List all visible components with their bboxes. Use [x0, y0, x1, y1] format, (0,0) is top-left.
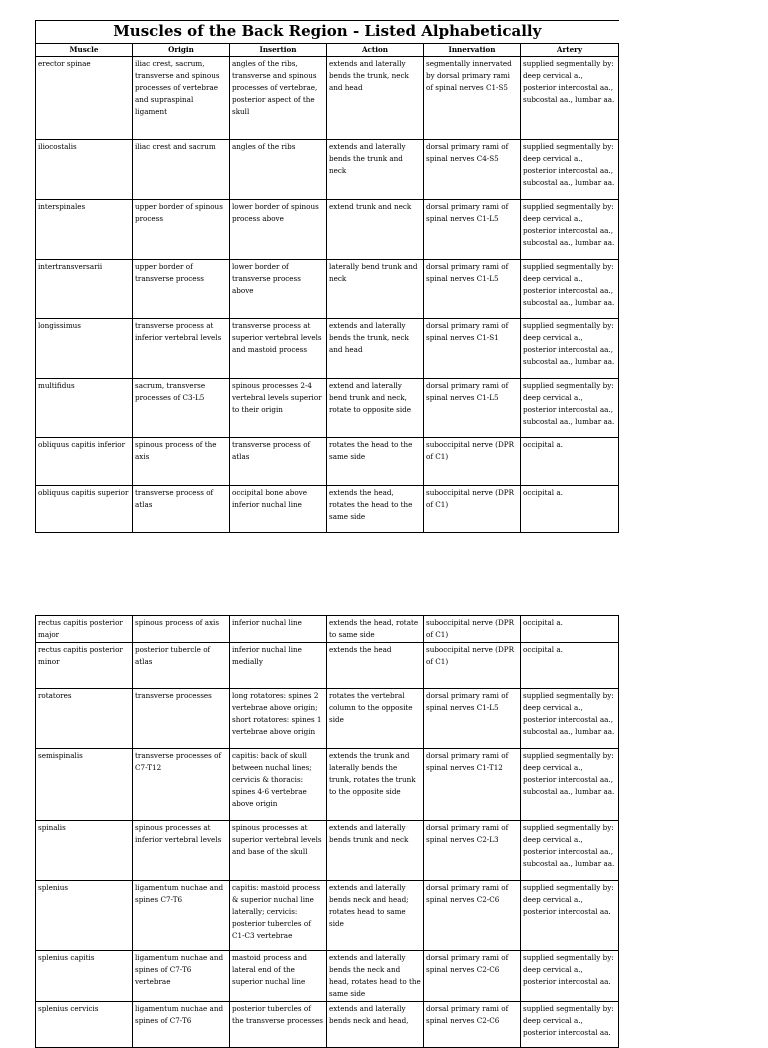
cell-origin: upper border of transverse process	[133, 260, 230, 319]
cell-action: extends and laterally bends the trunk, neck and head	[327, 57, 424, 140]
cell-muscle: obliquus capitis inferior	[36, 438, 133, 486]
cell-insertion: mastoid process and lateral end of the superior nuchal line	[230, 951, 327, 1002]
header-muscle: Muscle	[36, 44, 133, 57]
cell-muscle: obliquus capitis superior	[36, 486, 133, 533]
header-origin: Origin	[133, 44, 230, 57]
table-row	[36, 319, 619, 379]
cell-action: extends and laterally bends the trunk and neck	[327, 140, 424, 200]
cell-innervation: suboccipital nerve (DPR of C1)	[424, 438, 521, 486]
cell-innervation: suboccipital nerve (DPR of C1)	[424, 486, 521, 533]
cell-artery: supplied segmentally by: deep cervical a., posterior intercostal aa.	[521, 1002, 619, 1048]
table-row	[36, 200, 619, 260]
cell-insertion: spinous processes at superior vertebral levels and base of the skull	[230, 821, 327, 881]
cell-insertion: long rotatores: spines 2 vertebrae above origin; short rotatores: spines 1 vertebrae above origin	[230, 689, 327, 749]
cell-insertion: angles of the ribs, transverse and spinous processes of vertebrae, posterior aspect of the skull	[230, 57, 327, 140]
cell-insertion: transverse process at superior vertebral levels and mastoid process	[230, 319, 327, 379]
cell-insertion: lower border of transverse process above	[230, 260, 327, 319]
cell-action: extend trunk and neck	[327, 200, 424, 260]
cell-artery: occipital a.	[521, 643, 619, 689]
cell-action: extends and laterally bends the neck and head, rotates head to the same side	[327, 951, 424, 1002]
cell-insertion: spinous processes 2-4 vertebral levels superior to their origin	[230, 379, 327, 438]
cell-muscle: interspinales	[36, 200, 133, 260]
cell-insertion: capitis: mastoid process & superior nuchal line laterally; cervicis: posterior tubercles of C1-C3 vertebrae	[230, 881, 327, 951]
cell-action: extends and laterally bends neck and head,	[327, 1002, 424, 1048]
cell-muscle: splenius cervicis	[36, 1002, 133, 1048]
table-row	[36, 260, 619, 319]
cell-artery: supplied segmentally by: deep cervical a., posterior intercostal aa., subcostal aa., lumbar aa.	[521, 749, 619, 821]
cell-action: extends the head	[327, 643, 424, 689]
cell-muscle: spinalis	[36, 821, 133, 881]
cell-artery: supplied segmentally by: deep cervical a., posterior intercostal aa., subcostal aa., lumbar aa.	[521, 140, 619, 200]
cell-innervation: suboccipital nerve (DPR of C1)	[424, 643, 521, 689]
cell-origin: transverse process at inferior vertebral levels	[133, 319, 230, 379]
cell-muscle: erector spinae	[36, 57, 133, 140]
table-row	[36, 749, 619, 821]
header-action: Action	[327, 44, 424, 57]
table-row	[36, 140, 619, 200]
cell-muscle: semispinalis	[36, 749, 133, 821]
cell-innervation: dorsal primary rami of spinal nerves C2-C6	[424, 951, 521, 1002]
cell-origin: iliac crest, sacrum, transverse and spinous processes of vertebrae and supraspinal ligament	[133, 57, 230, 140]
cell-artery: supplied segmentally by: deep cervical a., posterior intercostal aa., subcostal aa., lumbar aa.	[521, 260, 619, 319]
header-artery: Artery	[521, 44, 619, 57]
cell-insertion: occipital bone above inferior nuchal line	[230, 486, 327, 533]
cell-insertion: transverse process of atlas	[230, 438, 327, 486]
cell-insertion: posterior tubercles of the transverse processes	[230, 1002, 327, 1048]
cell-artery: occipital a.	[521, 486, 619, 533]
cell-innervation: dorsal primary rami of spinal nerves C1-L5	[424, 200, 521, 260]
cell-action: rotates the vertebral column to the opposite side	[327, 689, 424, 749]
cell-action: rotates the head to the same side	[327, 438, 424, 486]
cell-artery: supplied segmentally by: deep cervical a., posterior intercostal aa.	[521, 951, 619, 1002]
cell-origin: transverse process of atlas	[133, 486, 230, 533]
cell-innervation: dorsal primary rami of spinal nerves C1-L5	[424, 689, 521, 749]
cell-muscle: splenius	[36, 881, 133, 951]
cell-innervation: dorsal primary rami of spinal nerves C1-S1	[424, 319, 521, 379]
cell-artery: supplied segmentally by: deep cervical a., posterior intercostal aa., subcostal aa., lumbar aa.	[521, 821, 619, 881]
cell-origin: transverse processes	[133, 689, 230, 749]
cell-artery: supplied segmentally by: deep cervical a., posterior intercostal aa., subcostal aa., lumbar aa.	[521, 200, 619, 260]
table-row	[36, 951, 619, 1002]
table-row	[36, 643, 619, 689]
cell-muscle: rotatores	[36, 689, 133, 749]
cell-muscle: rectus capitis posterior minor	[36, 643, 133, 689]
cell-action: extends and laterally bends the trunk, neck and head	[327, 319, 424, 379]
cell-innervation: suboccipital nerve (DPR of C1)	[424, 616, 521, 643]
cell-artery: supplied segmentally by: deep cervical a., posterior intercostal aa., subcostal aa., lumbar aa.	[521, 379, 619, 438]
page-title: Muscles of the Back Region - Listed Alphabetically	[36, 21, 619, 44]
cell-muscle: iliocostalis	[36, 140, 133, 200]
cell-innervation: dorsal primary rami of spinal nerves C1-T12	[424, 749, 521, 821]
cell-action: extend and laterally bend trunk and neck, rotate to opposite side	[327, 379, 424, 438]
cell-origin: transverse processes of C7-T12	[133, 749, 230, 821]
cell-innervation: dorsal primary rami of spinal nerves C2-L3	[424, 821, 521, 881]
cell-origin: ligamentum nuchae and spines of C7-T6	[133, 1002, 230, 1048]
cell-muscle: splenius capitis	[36, 951, 133, 1002]
cell-action: extends and laterally bends neck and head; rotates head to same side	[327, 881, 424, 951]
table-row	[36, 57, 619, 140]
cell-innervation: segmentally innervated by dorsal primary rami of spinal nerves C1-S5	[424, 57, 521, 140]
cell-action: extends the head, rotate to same side	[327, 616, 424, 643]
cell-innervation: dorsal primary rami of spinal nerves C1-L5	[424, 260, 521, 319]
table-row	[36, 689, 619, 749]
cell-insertion: inferior nuchal line	[230, 616, 327, 643]
cell-innervation: dorsal primary rami of spinal nerves C2-C6	[424, 1002, 521, 1048]
table-row	[36, 438, 619, 486]
cell-origin: posterior tubercle of atlas	[133, 643, 230, 689]
cell-action: laterally bend trunk and neck	[327, 260, 424, 319]
cell-innervation: dorsal primary rami of spinal nerves C4-S5	[424, 140, 521, 200]
cell-artery: supplied segmentally by: deep cervical a., posterior intercostal aa., subcostal aa., lumbar aa.	[521, 57, 619, 140]
cell-origin: sacrum, transverse processes of C3-L5	[133, 379, 230, 438]
cell-insertion: angles of the ribs	[230, 140, 327, 200]
cell-muscle: rectus capitis posterior major	[36, 616, 133, 643]
cell-origin: spinous process of axis	[133, 616, 230, 643]
table-row	[36, 379, 619, 438]
table-row	[36, 1002, 619, 1048]
cell-origin: upper border of spinous process	[133, 200, 230, 260]
table-row	[36, 821, 619, 881]
cell-origin: spinous processes at inferior vertebral levels	[133, 821, 230, 881]
header-innervation: Innervation	[424, 44, 521, 57]
muscle-table-1	[35, 20, 619, 533]
cell-artery: supplied segmentally by: deep cervical a., posterior intercostal aa., subcostal aa., lumbar aa.	[521, 319, 619, 379]
cell-action: extends the trunk and laterally bends the trunk, rotates the trunk to the opposite side	[327, 749, 424, 821]
cell-insertion: inferior nuchal line medially	[230, 643, 327, 689]
cell-origin: ligamentum nuchae and spines of C7-T6 vertebrae	[133, 951, 230, 1002]
cell-artery: occipital a.	[521, 616, 619, 643]
cell-innervation: dorsal primary rami of spinal nerves C1-L5	[424, 379, 521, 438]
table-row	[36, 486, 619, 533]
cell-insertion: lower border of spinous process above	[230, 200, 327, 260]
cell-muscle: longissimus	[36, 319, 133, 379]
cell-muscle: intertransversarii	[36, 260, 133, 319]
cell-muscle: multifidus	[36, 379, 133, 438]
table-row	[36, 881, 619, 951]
table-row	[36, 616, 619, 643]
cell-artery: supplied segmentally by: deep cervical a., posterior intercostal aa., subcostal aa., lumbar aa.	[521, 689, 619, 749]
cell-action: extends the head, rotates the head to the same side	[327, 486, 424, 533]
header-insertion: Insertion	[230, 44, 327, 57]
cell-origin: ligamentum nuchae and spines C7-T6	[133, 881, 230, 951]
cell-insertion: capitis: back of skull between nuchal lines; cervicis & thoracis: spines 4-6 vertebrae above origin	[230, 749, 327, 821]
cell-action: extends and laterally bends trunk and neck	[327, 821, 424, 881]
cell-origin: spinous process of the axis	[133, 438, 230, 486]
cell-artery: occipital a.	[521, 438, 619, 486]
cell-artery: supplied segmentally by: deep cervical a., posterior intercostal aa.	[521, 881, 619, 951]
cell-origin: iliac crest and sacrum	[133, 140, 230, 200]
cell-innervation: dorsal primary rami of spinal nerves C2-C6	[424, 881, 521, 951]
muscle-table-2	[35, 615, 619, 1048]
